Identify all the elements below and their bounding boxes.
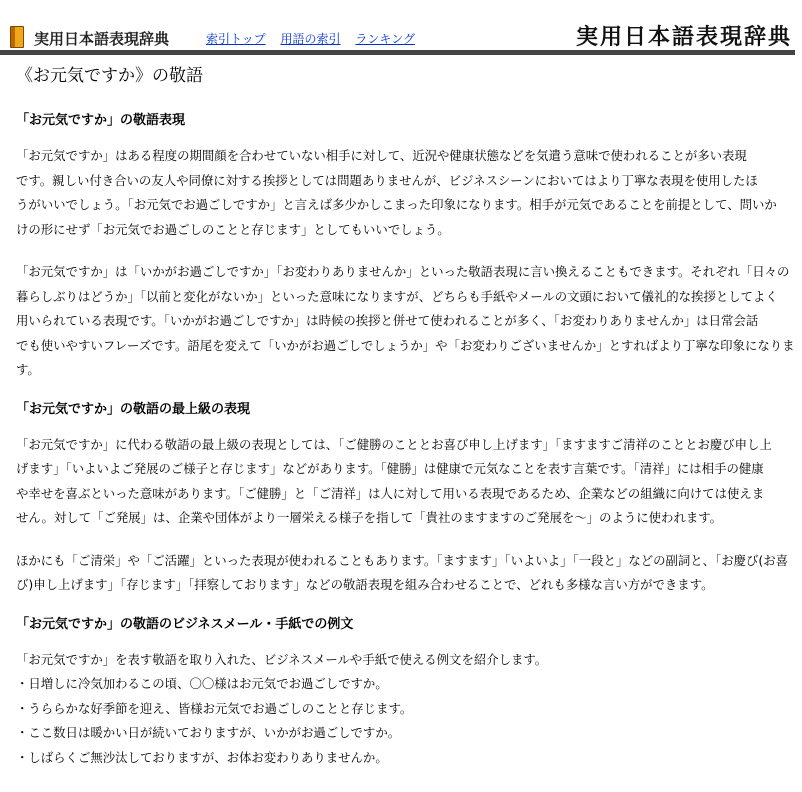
header-nav <box>206 30 426 47</box>
example-item: ・しばらくご無沙汰しておりますが、お体お変わりありませんか。 <box>16 749 388 765</box>
text-line: 用いられている表現です。「いかがお過ごしですか」は時候の挨拶と併せて使われることが多く、「お変わりありませんか」は日常会話 <box>16 313 759 328</box>
paragraph <box>16 144 791 242</box>
section-heading: 「お元気ですか」の敬語のビジネスメール・手紙での例文 <box>16 616 354 632</box>
section-heading: 「お元気ですか」の敬語表現 <box>16 113 186 128</box>
text-line: 「お元気ですか」を表す敬語を取り入れた、ビジネスメールや手紙で使える例文を紹介します。 <box>16 651 548 667</box>
text-line: でも使いやすいフレーズです。語尾を変えて「いかがお過ごしでしょうか」や「お変わりございませんか」とすればより丁寧な印象になりま <box>16 337 795 353</box>
text-line: けの形にせず「お元気でお過ごしのことと存じます」としてもいいでしょう。 <box>16 221 450 237</box>
text-line: や幸せを喜ぶといった意味があります。「ご健勝」と「ご清祥」は人に対して用いる表現であるため、企業などの組織に向けては使えま <box>16 485 765 501</box>
site-header <box>0 0 802 50</box>
text-line: ほかにも「ご清栄」や「ご活躍」といった表現が使われることもあります。「ますます」「いよいよ」「一段と」などの副詞と、「お慶び(お喜 <box>16 552 789 568</box>
paragraph <box>16 260 795 383</box>
article-content <box>16 62 795 770</box>
paragraph <box>16 433 791 531</box>
text-line: げます」「いよいよご発展のご様子と存じます」などがあります。「健勝」は健康で元気なことを表す言葉です。「清祥」には相手の健康 <box>16 461 764 476</box>
text-line: す。 <box>16 362 40 377</box>
text-line: うがいいでしょう。「お元気でお過ごしですか」と言えば多少かしこまった印象になります。相手が元気であることを前提として、問いか <box>16 197 777 212</box>
paragraph <box>16 549 791 598</box>
header-divider <box>0 50 795 55</box>
text-line: です。親しい付き合いの友人や同僚に対する挨拶としては問題ありませんが、ビジネスシーンにおいてはより丁寧な表現を使用したほ <box>16 172 758 188</box>
section-heading: 「お元気ですか」の敬語の最上級の表現 <box>16 401 251 417</box>
nav-ranking-link[interactable]: ランキング <box>355 32 415 46</box>
site-logo[interactable]: 実用日本語表現辞典 <box>575 24 792 50</box>
book-icon <box>10 26 24 48</box>
example-item: ・ここ数日は暖かい日が続いておりますが、いかがお過ごしですか。 <box>16 725 401 740</box>
text-line: 「お元気ですか」に代わる敬語の最上級の表現としては、「ご健勝のこととお喜び申し上げます」「ますますご清祥のこととお慶び申し上 <box>16 436 772 452</box>
nav-term-index-link[interactable]: 用語の索引 <box>280 32 341 46</box>
example-item: ・うららかな好季節を迎え、皆様お元気でお過ごしのことと存じます。 <box>16 700 413 716</box>
example-item: ・日増しに冷気加わるこの頃、〇〇様はお元気でお過ごしですか。 <box>16 676 388 691</box>
nav-index-top-link[interactable]: 索引トップ <box>206 32 266 46</box>
text-line: 暮らしぶりはどうか」「以前と変化がないか」といった意味になりますが、どちらも手紙やメールの文頭において儀礼的な挨拶としてよく <box>16 288 778 304</box>
page-title: 《お元気ですか》の敬語 <box>16 66 203 86</box>
site-title[interactable]: 実用日本語表現辞典 <box>34 30 170 48</box>
text-line: せん。対して「ご発展」は、企業や団体がより一層栄える様子を指して「貴社のますますのご発展を～」のように使われます。 <box>16 510 723 525</box>
text-line: 「お元気ですか」はある程度の期間顔を合わせていない相手に対して、近況や健康状態などを気遣う意味で使われることが多い表現 <box>16 148 747 163</box>
text-line: 「お元気ですか」は「いかがお過ごしですか」「お変わりありませんか」といった敬語表現に言い換えることもできます。それぞれ「日々の <box>16 264 790 279</box>
text-line: び)申し上げます」「存じます」「拝察しております」などの敬語表現を組み合わせることで、どれも多様な言い方ができます。 <box>16 577 714 592</box>
paragraph <box>16 648 791 771</box>
